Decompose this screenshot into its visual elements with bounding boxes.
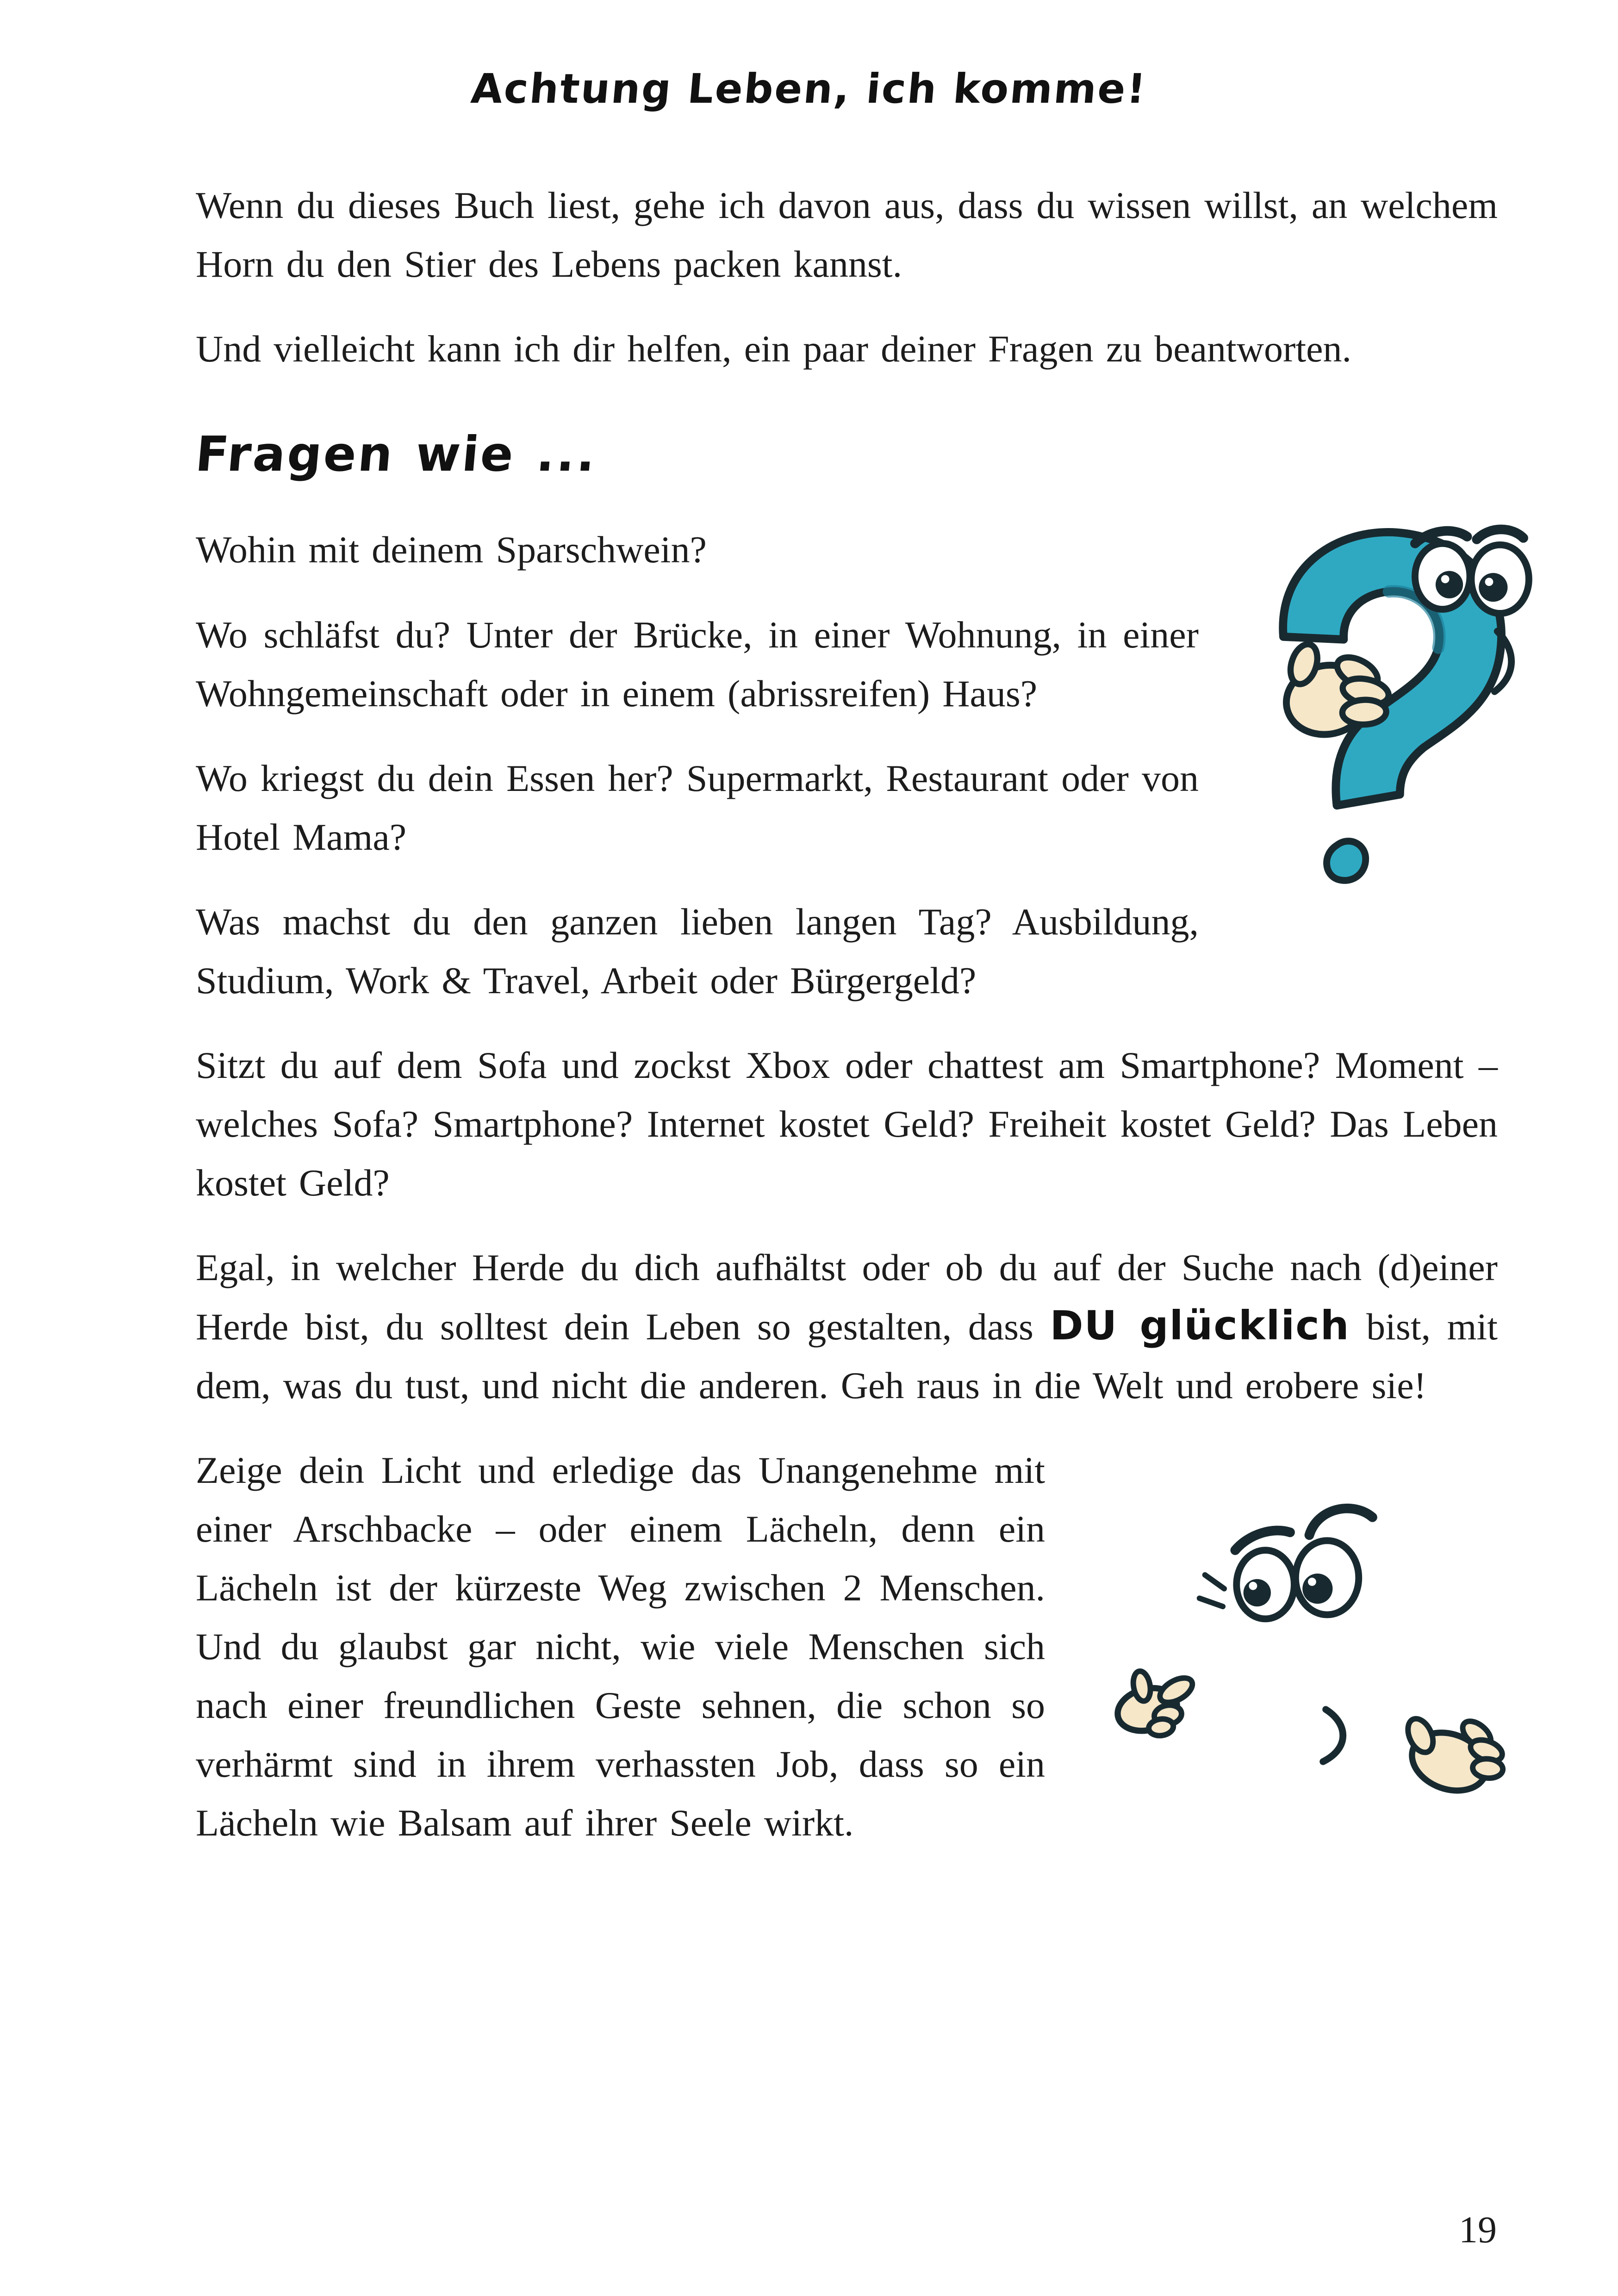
question-mark-character-icon [1242,517,1544,893]
smiley-face-hands-icon [1103,1493,1515,1817]
egal-text-before: Egal, in welcher Herde du dich aufhältst oder ob du auf der Suche nach (d)einer Herde bist, du solltest dein Leben so gestalten, dass [196,1246,1498,1348]
paragraph-intro-2: Und vielleicht kann ich dir helfen, ein paar deiner Fragen zu beantworten. [196,328,1352,370]
paragraph-egal [196,1238,1498,1414]
question-essen: Wo kriegst du dein Essen her? Supermarkt, Restaurant oder von Hotel Mama? [196,757,1199,858]
egal-text-after: bist, mit dem, was du tust, und nicht die anderen. Geh raus in die Welt und erobere sie! [196,1305,1498,1406]
eyebrows-icon [1235,1508,1373,1550]
motion-lines-icon [1200,1575,1224,1606]
paragraph-intro-1: Wenn du dieses Buch liest, gehe ich davon aus, dass du wissen willst, an welchem Horn du den Stier des Lebens packen kannst. [196,184,1498,286]
section-heading: Fragen wie ... [193,426,600,483]
smile-icon [1323,1709,1343,1761]
page-content [193,176,1498,1878]
paragraph-zeige: Zeige dein Licht und erledige das Unangenehme mit einer Arschbacke – oder einem Lächeln, denn ein Lächeln ist der kürzeste Weg zwischen 2 Menschen. Und du glaubst gar nicht, wie viele Menschen sich nach einer freundlichen Geste sehnen, die schon so verhärmt sind in ihrem verhassten Job, dass so ein Lächeln wie Balsam auf ihrer Seele wirkt. [196,1449,1045,1844]
question-schlafen: Wo schläfst du? Unter der Brücke, in einer Wohnung, in einer Wohngemeinschaft oder in einem (abrissreifen) Haus? [196,613,1199,715]
pointing-hand-icon [1113,1670,1196,1737]
question-sparschwein: Wohin mit deinem Sparschwein? [196,529,707,571]
question-tag: Was machst du den ganzen lieben langen Tag? Ausbildung, Studium, Work & Travel, Arbeit oder Bürgergeld? [196,900,1199,1002]
eyes-icon [1237,1541,1359,1619]
emphasis-du-gluecklich: DU glücklich [1050,1302,1350,1349]
question-mark-illustration [1242,517,1544,893]
question-sofa: Sitzt du auf dem Sofa und zockst Xbox oder chattest am Smartphone? Moment – welches Sofa? Smartphone? Internet kostet Geld? Freiheit kostet Geld? Das Leben kostet Geld? [196,1044,1498,1204]
page-number: 19 [1459,2209,1497,2251]
smiley-illustration [1103,1493,1515,1817]
running-header: Achtung Leben, ich komme! [469,65,1149,112]
open-hand-icon [1403,1715,1505,1800]
